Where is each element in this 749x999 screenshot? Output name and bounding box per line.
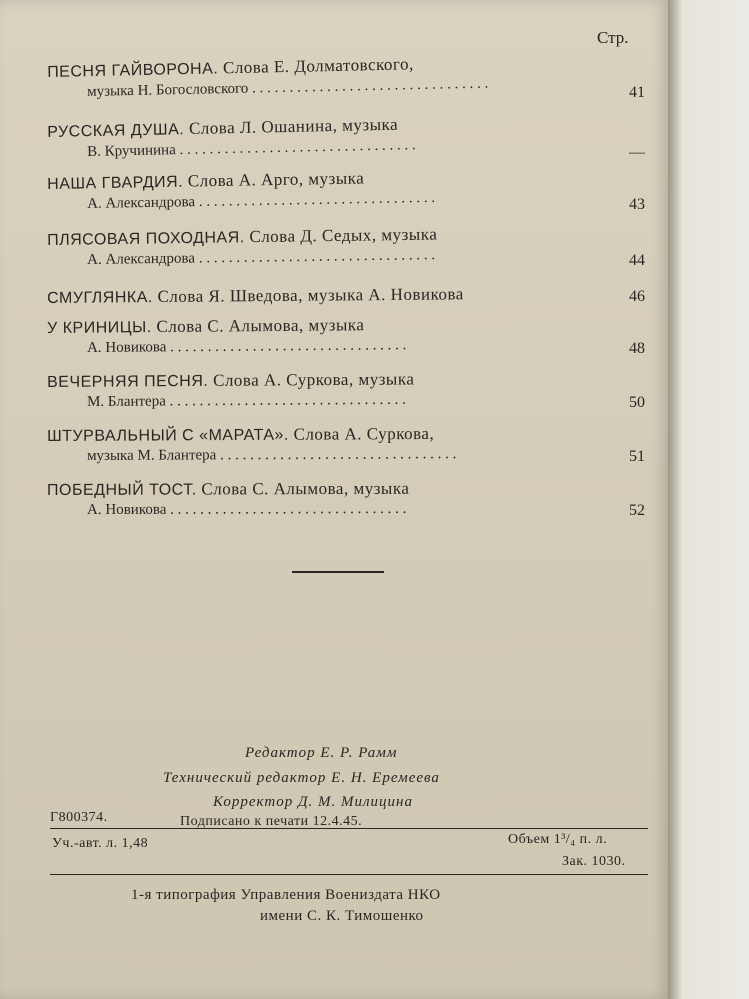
song-title: РУССКАЯ ДУША.: [47, 121, 185, 141]
page-number: 41: [629, 84, 645, 101]
composer: В. Кручинина: [87, 142, 176, 160]
page-number: 46: [629, 288, 645, 305]
volume: Объем 1³/₄ п. л.: [508, 832, 608, 847]
composer: А. Новикова: [87, 339, 167, 356]
leader-dots: [166, 337, 406, 355]
page-number: —: [629, 144, 645, 161]
leader-dots: [176, 137, 416, 158]
lyricist: Слова Л. Ошанина, музыка: [188, 114, 399, 139]
composer: музыка М. Блантера: [87, 447, 217, 464]
entry-title-line: [47, 423, 587, 446]
composer: А. Александрова: [87, 250, 196, 268]
author-sheets: Уч.-авт. л. 1,48: [52, 836, 149, 851]
printer-dedication: имени С. К. Тимошенко: [260, 908, 424, 924]
leader-dots: [195, 247, 435, 266]
tech-editor-credit: Технический редактор Е. Н. Еремеева: [163, 770, 440, 786]
song-title: ШТУРВАЛЬНЫЙ С «МАРАТА».: [47, 426, 289, 445]
page-number: 50: [629, 394, 645, 411]
editor-credit: Редактор Е. Р. Рамм: [245, 745, 398, 761]
footer-rule: [50, 874, 648, 875]
entry-composer-line: [87, 245, 592, 269]
lyricist: Слова С. Алымова, музыка: [156, 315, 365, 337]
composer: музыка Н. Богословского: [87, 80, 249, 100]
catalog-code: Г800374.: [50, 810, 108, 825]
lyricist: Слова А. Арго, музыка: [187, 168, 365, 191]
facing-page-edge: [668, 0, 749, 999]
song-title: ПОБЕДНЫЙ ТОСТ.: [47, 481, 197, 499]
song-title: ПЕСНЯ ГАЙВОРОНА.: [47, 60, 219, 81]
leader-dots: [195, 190, 435, 210]
page-number: 44: [629, 252, 645, 269]
proofreader-credit: Корректор Д. М. Милицина: [213, 794, 413, 810]
entry-title-line: [47, 478, 587, 500]
song-title: СМУГЛЯНКА.: [47, 289, 153, 307]
page-number: 52: [629, 502, 645, 519]
lyricist: Слова Д. Седых, музыка: [249, 224, 438, 247]
page-number: 48: [629, 340, 645, 357]
composer: А. Александрова: [87, 194, 196, 212]
section-divider: [292, 571, 384, 573]
leader-dots: [166, 392, 406, 410]
lyricist: Слова А. Суркова, музыка: [212, 369, 415, 390]
lyricist: Слова С. Алымова, музыка: [201, 478, 410, 499]
entry-composer-line: [87, 445, 592, 465]
composer: А. Новикова: [87, 501, 167, 518]
entry-title-line: [47, 368, 587, 392]
entry-title-line: [47, 283, 587, 308]
entry-composer-line: [87, 500, 592, 519]
entry-composer-line: [87, 390, 592, 411]
leader-dots: [166, 501, 406, 518]
lyricist: Слова А. Суркова,: [293, 423, 435, 444]
printer-name: 1-я типография Управления Воениздата НКО: [131, 887, 441, 903]
song-title: ВЕЧЕРНЯЯ ПЕСНЯ.: [47, 372, 209, 391]
song-title: НАША ГВАРДИЯ.: [47, 173, 184, 193]
signed-to-print: Подписано к печати 12.4.45.: [180, 814, 363, 829]
page-column-label: Стр.: [597, 28, 629, 47]
song-title: ПЛЯСОВАЯ ПОХОДНАЯ.: [47, 229, 245, 249]
page-number: 43: [629, 196, 645, 213]
song-title: У КРИНИЦЫ.: [47, 319, 152, 337]
page-number: 51: [629, 448, 645, 465]
entry-title-line: [47, 313, 587, 338]
lyricist: Слова Е. Долматовского,: [222, 54, 414, 78]
composer: М. Блантера: [87, 393, 166, 410]
leader-dots: [216, 446, 456, 463]
leader-dots: [248, 76, 488, 97]
entry-composer-line: [87, 336, 592, 357]
lyricist: Слова Я. Шведова, музыка А. Новикова: [157, 284, 464, 307]
order-number: Зак. 1030.: [562, 854, 626, 869]
